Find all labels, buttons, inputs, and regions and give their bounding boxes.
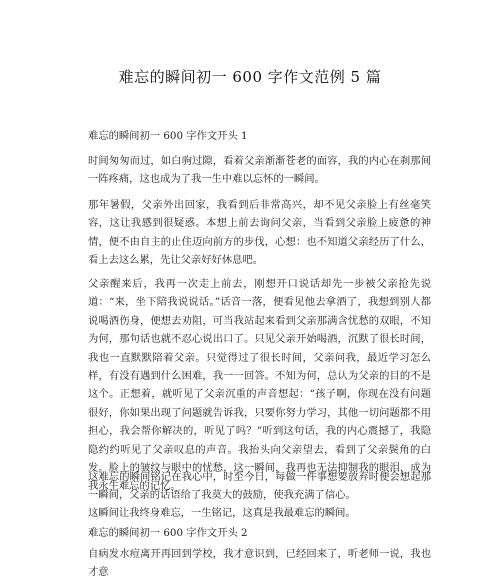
- paragraph-6: 自病发水痘离开再回到学校，我才意识到，已经回来了，听老师一说，我也才意: [88, 548, 431, 579]
- section-1-heading: 难忘的瞬间初一 600 字作文开头 1: [88, 130, 248, 142]
- paragraph-4: 这难忘的瞬间铭记在我心中，时至今日，每做一件事想要放弃时便会想起那一瞬间，父亲的话语给了我莫大的鼓励，使我充满了信心。: [88, 471, 431, 502]
- paragraph-2: 那年暑假，父亲外出回家，我看到后非常高兴，却不见父亲脸上有丝毫笑容，这让我感到很疑惑。本想上前去询问父亲，当看到父亲脸上疲惫的神情，便不由自主的止住迈向前方的步伐，心想：也不知道父亲经历了什么，看上去这么累，先让父亲好好休息吧。: [88, 199, 431, 267]
- paragraph-5: 这瞬间让我终身难忘，一生铭记，这真是我最难忘的瞬间。: [88, 507, 356, 519]
- paragraph-1: 时间匆匆而过，如白驹过隙，看着父亲渐渐苍老的面容，我的内心在刹那间一阵疼痛，这也成为了我一生中难以忘怀的一瞬间。: [88, 155, 431, 186]
- document-title: 难忘的瞬间初一 600 字作文范例 5 篇: [118, 68, 382, 86]
- section-2-heading: 难忘的瞬间初一 600 字作文开头 2: [88, 527, 248, 539]
- paragraph-3: 父亲醒来后，我再一次走上前去，刚想开口说话却先一步被父亲抢先说道：“来，坐下陪我说说话。”话音一落，便看见他去拿酒了，我想到别人都说喝酒伤身，便想去劝阻，可当我站起来看到父亲那满含忧愁的双眼，不知为何，那句话也就不忍心说出口了。只见父亲开始喝酒，沉默了很长时间，我也一直默默陪着父亲。只觉得过了很长时间，父亲问我，最近学习怎么样，有没有遇到什么困难，我一一回答。不知为何，总认为父亲的目的不是这个。正想着，就听见了父亲沉重的声音想起：“孩子啊，你现在没有问题很好，你如果出现了问题就告诉我，只要你努力学习，其他一切问题都不用担心，我会帮你解决的，听见了吗？”听到这句话，我的内心震撼了，我隐隐约约听见了父亲叹息的声音。我抬头向父亲望去，看到了父亲鬓角的白发。脸上的皱纹与眼中的忧愁，这一瞬间，我再也无法抑制我的眼泪，成为我永生难忘的记忆。: [88, 278, 431, 493]
